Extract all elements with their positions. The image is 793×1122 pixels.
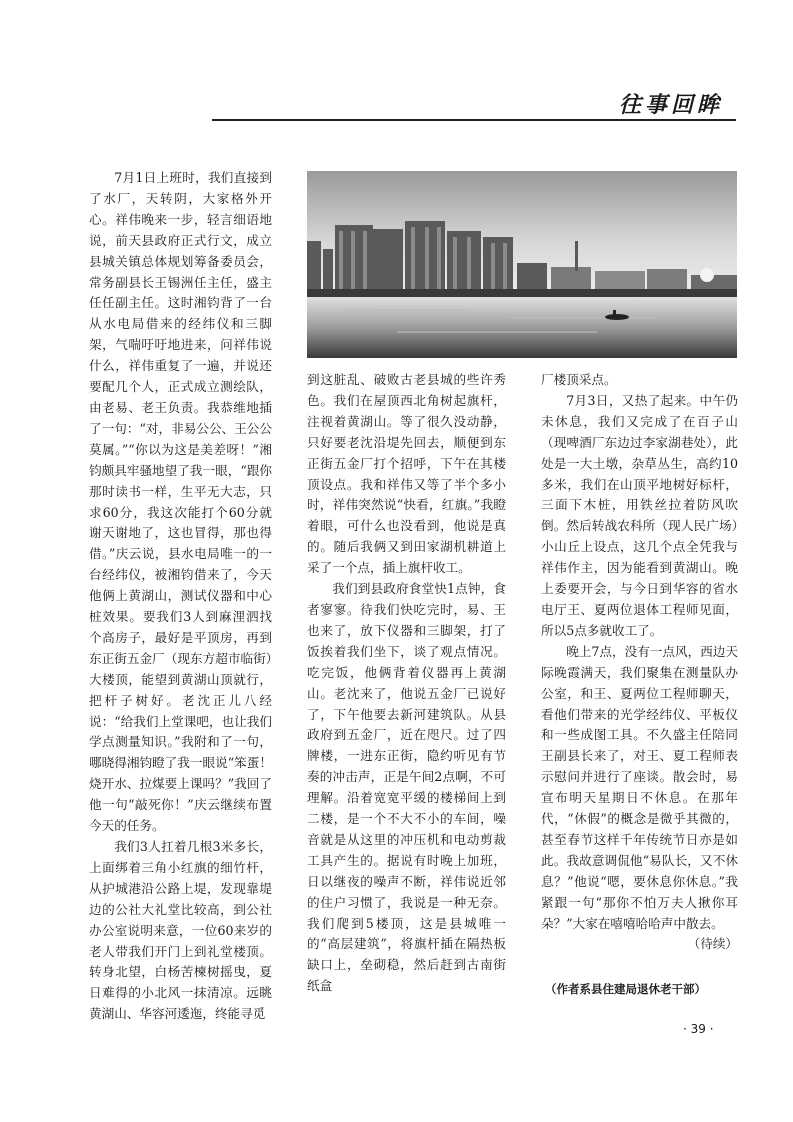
paragraph: 7月1日上班时，我们直接到了水厂，天转阴，大家格外开心。祥伟晚来一步，轻言细语地说，前天县政府正式行文，成立县城关镇总体规划筹备委员会，常务副县长王锡洲任主任，盛主任任副主任。这时湘钧背了一台从水电局借来的经纬仪和三脚架，气喘吁吁地进来，问祥伟说什么，祥伟重复了一遍，并说还要配几个人，正式成立测绘队，由老易、老王负责。我恭维地插了一句：“对，非易公公、王公公莫属。”“你以为这是美差呀！”湘钧颇具牢骚地望了我一眼，“跟你那时读书一样，生平无大志，只求60分，我这次能打个60分就谢天谢地了，这也冒得，那也得借。”庆云说，县水电局唯一的一台经纬仪，被湘钧借来了，今天他俩上黄湖山，测试仪器和中心桩效果。要我们3人到麻浬泗找个高房子，最好是平顶房，再到东正街五金厂（现东方超市临街）大楼顶，能望到黄湖山顶就行，把杆子树好。老沈正儿八经说：“给我们上堂课吧，也让我们学点测量知识。”我附和了一句，哪晓得湘钧瞪了我一眼说“笨蛋！烧开水、拉煤要上课吗？”我回了他一句“敲死你！”庆云继续布置今天的任务。 (89, 170, 272, 834)
paragraph: 7月3日，又热了起来。中午仍未休息，我们又完成了在百子山（现啤酒厂东边过李家湖巷处），此处是一大土墩，杂草丛生，高约10多米，我们在山顶平地树好标杆，三面下木桩，用铁丝拉着防风吹倒。然后转战农科所（现人民广场）小山丘上设点，这几个点全凭我与祥伟作主，因为能看到黄湖山。晚上委要开会，与今日到华容的省水电厅王、夏两位退体工程师见面，所以5点多就收工了。 (541, 392, 738, 638)
section-title: 往事回眸 (618, 93, 723, 118)
header-rule (212, 119, 736, 121)
paragraph: 厂楼顶采点。 (541, 372, 617, 387)
column-2 (307, 370, 506, 1010)
paragraph-text: 晚上7点，没有一点风，西边天际晚霞满天，我们聚集在测量队办公室，和王、夏两位工程师聊天，看他们带来的光学经纬仪、平板仪和一些成图工具。不久盛主任陪同王副县长来了，对王、夏工程师表示慰问并进行了座谈。散会时，易宣布明天星期日不休息。在那年代，“休假”的概念是微乎其微的，甚至春节这样千年传统节日亦是如此。我故意调侃他“易队长，又不休息？”他说“嗯，要休息你休息。”我紧跟一句“那你不怕万夫人揪你耳朵？”大家在嘻嘻哈哈声中散去。 (541, 643, 738, 931)
paragraph: 我们3人扛着几根3米多长，上面绑着三角小红旗的细竹杆，从护城港沿公路上堤，发现靠堤边的公社大礼堂比较高，到公社办公室说明来意，一位60来岁的老人带我们开门上到礼堂楼顶。转身北望，白杨苦楝树摇曳，夏日难得的小北风一抹清凉。远眺黄湖山、华容河逶迤，终能寻觅 (89, 839, 272, 1022)
paragraph: 我们到县政府食堂快1点钟，食者寥寥。待我们快吃完时，易、王也来了，放下仪器和三脚架，打了饭挨着我们坐下，谈了观点情况。吃完饭，他俩背着仪器再上黄湖山。老沈来了，他说五金厂已说好了，下午他要去新河建筑队。从县政府到五金厂，近在咫尺。过了四牌楼，一进东正街，隐约听见有节奏的冲击声，正是午间2点啊，不可理解。沿着宽宽平缓的楼梯间上到二楼，是一个不大不小的车间，噪音就是从这里的冲压机和电动剪裁工具产生的。据说有时晚上加班，日以继夜的噪声不断，祥伟说近邻的住户习惯了，我说是一种无奈。我们爬到5楼顶，这是县城唯一的“高层建筑”，将旗杆插在隔热板缺口上，垒砌稳，然后赶到古南街纸盒 (307, 581, 506, 994)
paragraph (541, 642, 738, 956)
column-1 (89, 168, 272, 1022)
paragraph: 到这脏乱、破败古老县城的些许秀色。我们在屋顶西北角树起旗杆，注视着黄湖山。等了很久没动静，只好要老沈沿堤先回去，顺便到东正街五金厂打个招呼，下午在其楼顶设点。我和祥伟又等了半个多小时，祥伟突然说“快看，红旗。”我瞪着眼，可什么也没看到，他说是真的。随后我俩又到田家湖机耕道上采了一个点，插上旗杆收工。 (307, 372, 506, 576)
column-3 (541, 370, 738, 990)
city-lake-photo-icon (307, 171, 737, 358)
continued-note: （待续） (687, 936, 738, 952)
author-byline: （作者系县住建局退休老干部） (545, 982, 706, 996)
page-number: · 39 · (683, 1022, 714, 1036)
